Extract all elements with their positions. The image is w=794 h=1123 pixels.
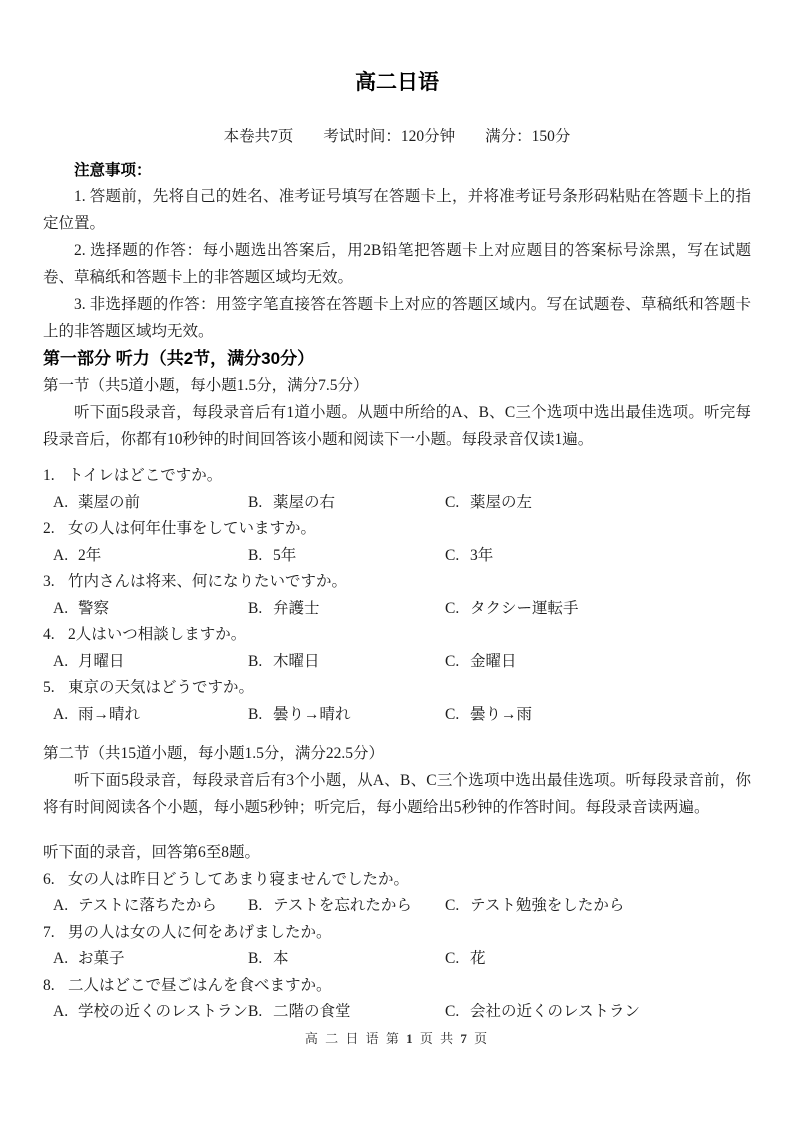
option-b-text: 木曜日	[273, 652, 320, 670]
question-options	[53, 596, 751, 623]
question-number: 7.	[43, 923, 55, 941]
option-c-text: 薬屋の左	[470, 493, 533, 511]
page-title: 高二日语	[355, 71, 439, 94]
question-3	[43, 569, 751, 622]
option-b-label: B.	[248, 599, 263, 617]
notice-item-1: 1. 答题前，先将自己的姓名、准考证号填写在答题卡上，并将准考证号条形码粘贴在答题卡上的指定位置。	[43, 188, 751, 232]
question-text-line	[43, 867, 751, 894]
question-number: 6.	[43, 870, 55, 888]
option-b	[248, 702, 445, 729]
question-text-line	[43, 973, 751, 1000]
option-c	[445, 893, 751, 920]
section1-heading: 第一节（共5道小题，每小题1.5分，满分7.5分）	[43, 377, 369, 394]
option-c-text: 会社の近くのレストラン	[470, 1003, 641, 1020]
section1-instructions: 听下面5段录音，每段录音后有1道小题。从题中所给的A、B、C三个选项中选出最佳选项。听完每段录音后，你都有10秒钟的时间回答该小题和阅读下一小题。每段录音仅读1遍。	[43, 404, 751, 448]
question-number: 3.	[43, 573, 55, 590]
option-b-text: 曇り→晴れ	[273, 705, 351, 723]
option-c	[445, 649, 751, 676]
option-a	[53, 490, 248, 517]
option-b	[248, 946, 445, 973]
section1-questions	[43, 463, 751, 728]
option-a	[53, 999, 248, 1026]
option-a-text: お菓子	[78, 950, 125, 967]
option-a-label: A.	[53, 599, 69, 617]
question-number: 2.	[43, 520, 55, 537]
question-options	[53, 649, 751, 676]
option-b	[248, 649, 445, 676]
option-a-label: A.	[53, 897, 69, 914]
page-footer	[0, 1030, 794, 1048]
option-b-text: 弁護士	[273, 599, 320, 617]
question-text: 女の人は何年仕事をしていますか。	[68, 520, 317, 537]
exam-info-line	[43, 126, 751, 148]
option-c-label: C.	[445, 705, 460, 723]
option-c-label: C.	[445, 493, 460, 511]
footer-mid-label: 页 共	[419, 1031, 456, 1046]
question-options	[53, 893, 751, 920]
option-a-text: 警察	[78, 599, 110, 617]
option-c-label: C.	[445, 897, 460, 914]
footer-exam-title: 高 二 日 语 第	[304, 1031, 401, 1046]
question-7	[43, 920, 751, 973]
option-b-text: 5年	[273, 546, 297, 564]
section2-heading: 第二节（共15道小题，每小题1.5分，满分22.5分）	[43, 745, 385, 762]
option-c-text: 金曜日	[470, 652, 517, 670]
question-text-line	[43, 516, 751, 543]
option-c-label: C.	[445, 599, 460, 617]
option-b	[248, 999, 445, 1026]
question-8	[43, 973, 751, 1026]
section2-questions	[43, 867, 751, 1026]
question-text: 男の人は女の人に何をあげましたか。	[68, 923, 332, 941]
option-a-text: 月曜日	[78, 652, 125, 670]
option-a-text: 2年	[78, 546, 102, 564]
option-b-label: B.	[248, 950, 263, 967]
question-text-line	[43, 569, 751, 596]
option-a	[53, 596, 248, 623]
option-b-label: B.	[248, 652, 263, 670]
question-options	[53, 702, 751, 729]
notice-heading: 注意事项：	[74, 162, 152, 179]
option-b-text: テストを忘れたから	[273, 897, 412, 914]
option-b	[248, 490, 445, 517]
question-1	[43, 463, 751, 516]
option-a-label: A.	[53, 950, 69, 967]
question-text-line	[43, 622, 751, 649]
option-c-text: タクシー運転手	[470, 599, 579, 617]
option-c	[445, 702, 751, 729]
option-b-label: B.	[248, 705, 263, 723]
question-text: 竹内さんは将来、何になりたいですか。	[68, 573, 348, 590]
notice-item-2: 2. 选择题的作答：每小题选出答案后，用2B铅笔把答题卡上对应题目的答案标号涂黑，写在试题卷、草稿纸和答题卡上的非答题区域均无效。	[43, 242, 751, 286]
question-5	[43, 675, 751, 728]
option-a-text: 薬屋の前	[78, 493, 141, 511]
option-c	[445, 596, 751, 623]
info-total-score: 满分：150分	[485, 128, 571, 145]
question-options	[53, 946, 751, 973]
option-c-text: 曇り→雨	[470, 705, 533, 723]
question-text: 2人はいつ相談しますか。	[68, 626, 247, 643]
option-b	[248, 596, 445, 623]
question-text: トイレはどこですか。	[68, 467, 223, 484]
info-exam-duration: 考试时间：120分钟	[323, 128, 456, 145]
option-a-label: A.	[53, 493, 69, 511]
footer-total-pages: 7	[460, 1031, 469, 1046]
question-number: 8.	[43, 976, 55, 994]
question-options	[53, 999, 751, 1026]
option-a	[53, 649, 248, 676]
option-c-text: 3年	[470, 546, 494, 564]
option-c-text: 花	[470, 950, 486, 967]
question-text-line	[43, 675, 751, 702]
option-a	[53, 543, 248, 570]
option-a	[53, 702, 248, 729]
option-b-label: B.	[248, 546, 263, 564]
option-a-text: テストに落ちたから	[78, 897, 217, 914]
option-a-label: A.	[53, 652, 69, 670]
option-b-label: B.	[248, 493, 263, 511]
option-b	[248, 543, 445, 570]
notice-section	[43, 158, 751, 345]
option-b-text: 薬屋の右	[273, 493, 336, 511]
option-c-label: C.	[445, 1003, 460, 1020]
question-text: 女の人は昨日どうしてあまり寝ませんでしたか。	[68, 870, 410, 888]
question-text-line	[43, 463, 751, 490]
question-6	[43, 867, 751, 920]
footer-suffix-label: 页	[474, 1031, 490, 1046]
option-c-text: テスト勉強をしたから	[470, 897, 625, 914]
option-c-label: C.	[445, 546, 460, 564]
option-b-text: 本	[273, 950, 289, 967]
option-a-text: 雨→晴れ	[78, 705, 141, 723]
question-2	[43, 516, 751, 569]
option-c-label: C.	[445, 950, 460, 967]
option-a-label: A.	[53, 1003, 69, 1020]
option-a-label: A.	[53, 546, 69, 564]
question-text: 東京の天気はどうですか。	[68, 679, 255, 696]
option-a	[53, 893, 248, 920]
section2-passage-prompt: 听下面的录音，回答第6至8题。	[43, 844, 261, 861]
option-c	[445, 543, 751, 570]
question-options	[53, 543, 751, 570]
option-c	[445, 999, 751, 1026]
info-page-count: 本卷共7页	[223, 128, 294, 145]
option-b	[248, 893, 445, 920]
part1-heading: 第一部分 听力（共2节，满分30分）	[43, 349, 315, 368]
question-text-line	[43, 920, 751, 947]
question-number: 1.	[43, 467, 55, 484]
question-text: 二人はどこで昼ごはんを食べますか。	[68, 976, 332, 994]
notice-item-3: 3. 非选择题的作答：用签字笔直接答在答题卡上对应的答题区域内。写在试题卷、草稿纸和答题卡上的非答题区域均无效。	[43, 296, 751, 340]
option-c	[445, 490, 751, 517]
option-a-label: A.	[53, 705, 69, 723]
footer-page-number: 1	[406, 1031, 415, 1046]
section2-instructions: 听下面5段录音，每段录音后有3个小题，从A、B、C三个选项中选出最佳选项。听每段录音前，你将有时间阅读各个小题，每小题5秒钟；听完后，每小题给出5秒钟的作答时间。每段录音读两遍。	[43, 772, 751, 816]
option-a	[53, 946, 248, 973]
option-a-text: 学校の近くのレストラン	[78, 1003, 249, 1020]
option-b-label: B.	[248, 1003, 263, 1020]
option-c-label: C.	[445, 652, 460, 670]
option-b-text: 二階の食堂	[273, 1003, 351, 1020]
option-b-label: B.	[248, 897, 263, 914]
question-number: 4.	[43, 626, 55, 643]
question-4	[43, 622, 751, 675]
question-options	[53, 490, 751, 517]
question-number: 5.	[43, 679, 55, 696]
option-c	[445, 946, 751, 973]
